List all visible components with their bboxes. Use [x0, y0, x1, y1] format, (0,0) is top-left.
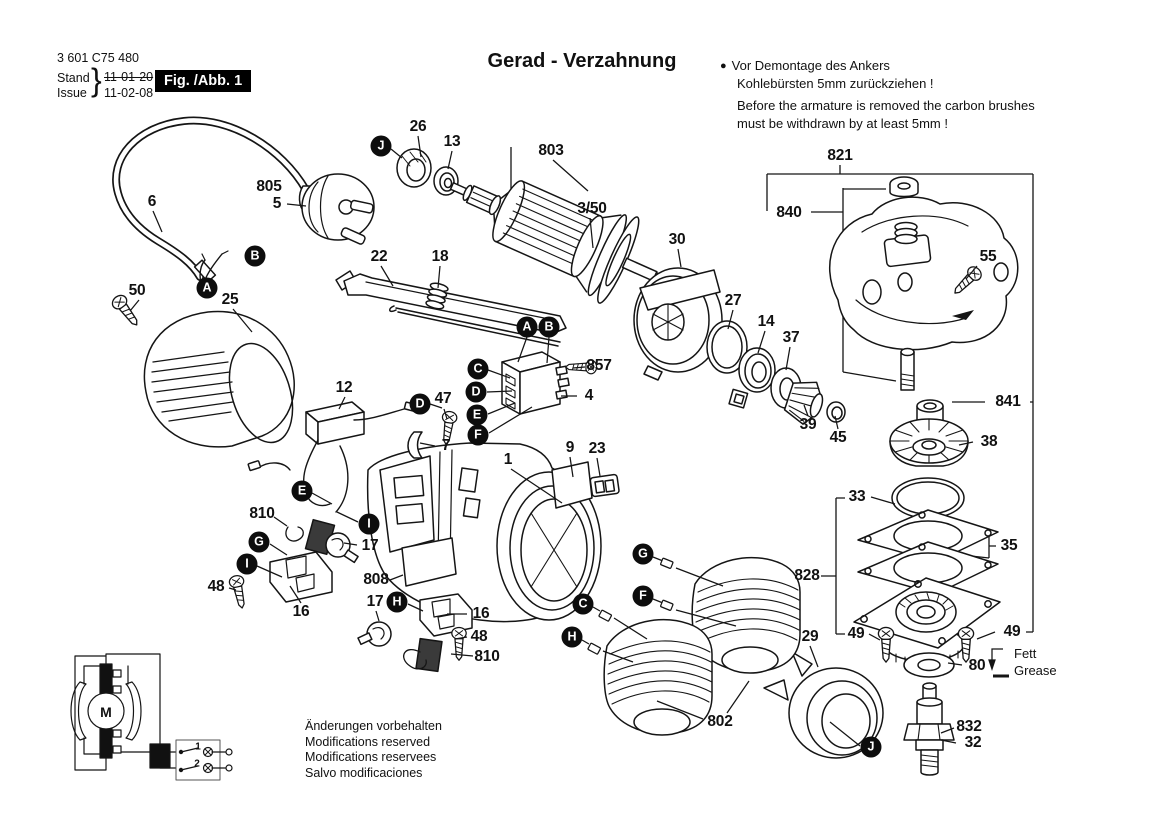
part-label-857: 857 — [586, 357, 612, 374]
part-label-6: 6 — [147, 193, 157, 210]
part-label-803: 803 — [538, 142, 564, 159]
pin-under-housing — [901, 349, 914, 391]
part-label-23: 23 — [588, 440, 606, 457]
washer-80 — [904, 653, 954, 677]
spindle-32 — [904, 683, 954, 775]
grease-note-de: Fett — [1014, 646, 1037, 661]
switch-slider-23 — [590, 474, 619, 497]
callout-letter-J: J — [861, 737, 882, 758]
date-superseded: 11-01-20 — [104, 70, 154, 84]
terminal-2-label: 2 — [194, 758, 200, 770]
part-label-33: 33 — [848, 488, 866, 505]
part-label-39: 39 — [799, 416, 817, 433]
part-label-45: 45 — [829, 429, 847, 446]
callout-letter-F: F — [468, 425, 489, 446]
issue-dates — [104, 70, 153, 101]
callout-letter-G: G — [633, 544, 654, 565]
part-label-47: 47 — [434, 390, 452, 407]
part-label-828: 828 — [794, 567, 820, 584]
notice-de-line1: Vor Demontage des Ankers — [731, 58, 890, 73]
diagram-title: Gerad - Verzahnung — [487, 50, 677, 72]
document-part-number: 3 601 C75 480 — [57, 51, 140, 65]
part-label-16: 16 — [472, 605, 490, 622]
screw-48-left — [228, 574, 249, 609]
grease-note — [1014, 645, 1057, 679]
callout-letter-H: H — [387, 592, 408, 613]
part-label-48: 48 — [470, 628, 488, 645]
part-label-35: 35 — [1000, 537, 1018, 554]
part-label-48: 48 — [207, 578, 225, 595]
part-label-49: 49 — [1003, 623, 1021, 640]
part-label-25: 25 — [221, 291, 239, 308]
bullet-icon: ● — [720, 60, 727, 72]
part-label-821: 821 — [827, 147, 853, 164]
part-label-32: 32 — [964, 734, 982, 751]
figure-label: Fig. /Abb. 1 — [155, 70, 251, 92]
part-label-840: 840 — [776, 204, 802, 221]
terminal-1-label: 1 — [195, 741, 201, 753]
callout-letter-J: J — [371, 136, 392, 157]
modifications-line-en: Modifications reserved — [305, 734, 431, 749]
part-label-80: 80 — [968, 657, 986, 674]
notice-en-line2: must be withdrawn by at least 5mm ! — [737, 116, 948, 131]
stand-issue-labels — [57, 71, 90, 101]
stator-halves-802 — [604, 558, 800, 735]
rear-cover — [144, 311, 303, 450]
callout-letter-I: I — [237, 554, 258, 575]
wiring-schematic — [71, 654, 232, 780]
part-label-805: 805 — [256, 178, 282, 195]
part-label-841: 841 — [995, 393, 1021, 410]
carbon-brush-notice — [720, 57, 1035, 133]
modifications-line-de: Änderungen vorbehalten — [305, 719, 442, 733]
gear-housing — [830, 197, 1018, 349]
part-label-17: 17 — [361, 537, 379, 554]
date-current: 11-02-08 — [104, 85, 154, 100]
part-label-49: 49 — [847, 625, 865, 642]
spring-washer-840 — [895, 223, 917, 244]
modifications-note — [305, 719, 442, 781]
part-label-14: 14 — [757, 313, 775, 330]
part-label-12: 12 — [335, 379, 353, 396]
callout-letter-B: B — [539, 317, 560, 338]
notice-de-line2: Kohlebürsten 5mm zurückziehen ! — [737, 76, 934, 91]
part-label-17: 17 — [366, 593, 384, 610]
part-label-55: 55 — [979, 248, 997, 265]
part-label-808: 808 — [363, 571, 389, 588]
part-label-18: 18 — [431, 248, 449, 265]
part-label-9: 9 — [565, 439, 575, 456]
part-label-38: 38 — [980, 433, 998, 450]
power-plug — [299, 174, 374, 245]
grease-note-en: Grease — [1014, 663, 1057, 678]
part-label-22: 22 — [370, 248, 388, 265]
callout-letter-G: G — [249, 532, 270, 553]
part-label-7: 7 — [441, 437, 451, 454]
part-label-810: 810 — [249, 505, 275, 522]
callout-letter-E: E — [292, 481, 313, 502]
callout-letter-C: C — [573, 594, 594, 615]
callout-letter-A: A — [197, 278, 218, 299]
part-label-26: 26 — [409, 118, 427, 135]
part-label-29: 29 — [801, 628, 819, 645]
callout-letter-B: B — [245, 246, 266, 267]
motor-symbol-label: M — [100, 704, 112, 720]
issue-label: Issue — [57, 86, 87, 100]
modifications-line-fr: Modifications reservees — [305, 750, 437, 764]
brace-glyph: } — [91, 62, 102, 98]
callout-letter-C: C — [468, 359, 489, 380]
part-label-810: 810 — [474, 648, 500, 665]
part-label-802: 802 — [707, 713, 733, 730]
modifications-line-es: Salvo modificaciones — [305, 765, 423, 780]
callout-letter-E: E — [467, 405, 488, 426]
part-label-30: 30 — [668, 231, 686, 248]
stand-label: Stand — [57, 71, 90, 85]
part-label-832: 832 — [956, 718, 982, 735]
part-label-3-50: 3/50 — [577, 200, 607, 217]
brush-set-left — [270, 520, 358, 602]
clip-7 — [408, 432, 422, 458]
part-label-1: 1 — [503, 451, 513, 468]
part-label-13: 13 — [443, 133, 461, 150]
notice-en-line1: Before the armature is removed the carbon brushes — [737, 98, 1035, 113]
callout-letter-I: I — [359, 514, 380, 535]
part-label-16: 16 — [292, 603, 310, 620]
key-square — [729, 389, 748, 408]
callout-letter-H: H — [562, 627, 583, 648]
part-label-50: 50 — [128, 282, 146, 299]
part-label-5: 5 — [272, 195, 282, 212]
part-label-27: 27 — [724, 292, 742, 309]
bearing-14 — [739, 348, 775, 392]
callout-letter-D: D — [410, 394, 431, 415]
seal-26 — [397, 149, 431, 187]
fan-baffle-30 — [634, 268, 722, 380]
crown-gear-38 — [890, 419, 968, 466]
part-label-4: 4 — [584, 387, 594, 404]
cap-840 — [890, 177, 918, 197]
callout-letter-D: D — [466, 382, 487, 403]
callout-letter-A: A — [517, 317, 538, 338]
callout-letter-F: F — [633, 586, 654, 607]
part-label-37: 37 — [782, 329, 800, 346]
